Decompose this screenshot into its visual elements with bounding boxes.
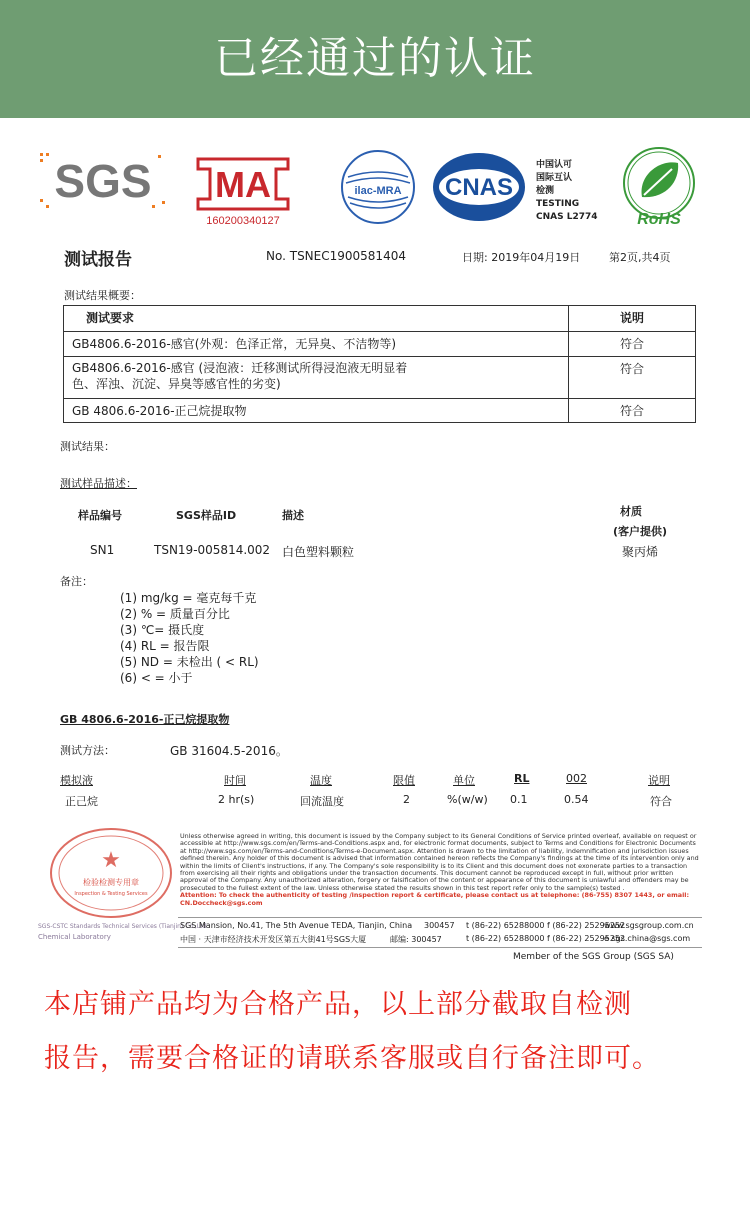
sgs-member-line: Member of the SGS Group (SGS SA) bbox=[513, 952, 674, 962]
remark-item: (6) < = 小于 bbox=[120, 671, 193, 685]
col-002: 002 bbox=[566, 772, 587, 785]
sample-col-material-sub: (客户提供) bbox=[613, 525, 668, 538]
col-rl: RL bbox=[514, 772, 530, 785]
table-row bbox=[64, 399, 696, 423]
requirement-cell: GB 4806.6-2016-正己烷提取物 bbox=[64, 399, 569, 423]
seal-subtext: Inspection & Testing Services bbox=[74, 891, 148, 897]
sample-label: 测试样品描述： bbox=[60, 477, 137, 490]
address-cn: 中国 · 天津市经济技术开发区第五大街41号SGS大厦 bbox=[180, 935, 367, 944]
banner-title: 已经通过的认证 bbox=[214, 33, 536, 84]
cnas-caption-line: 国际互认 bbox=[536, 173, 573, 183]
cma-number: 160200340127 bbox=[206, 215, 280, 227]
requirement-cell: GB4806.6-2016-感官 (浸泡液：迁移测试所得浸泡液无明显着色、浑浊、沉淀、异臭等感官性的劣变) bbox=[64, 357, 569, 399]
result-value: 0.54 bbox=[564, 793, 589, 806]
unit-value: %(w/w) bbox=[447, 793, 488, 806]
ilac-mra-logo bbox=[338, 147, 418, 227]
report-date: 日期: 2019年04月19日 bbox=[462, 251, 581, 264]
cnas-caption-line: TESTING bbox=[536, 199, 580, 209]
remark-item: (1) mg/kg = 毫克每千克 bbox=[120, 591, 257, 605]
postcode-en: 300457 bbox=[424, 921, 455, 930]
table-header-row bbox=[64, 306, 696, 332]
phone-en: t (86-22) 65288000 f (86-22) 25295252 bbox=[466, 921, 626, 930]
note-cell: 符合 bbox=[569, 357, 696, 399]
sample-col-id: SGS样品ID bbox=[176, 509, 237, 522]
terms-fine-print bbox=[180, 833, 700, 907]
rl-value: 0.1 bbox=[510, 793, 528, 806]
remark-item: (5) ND = 未检出 ( < RL) bbox=[120, 655, 259, 669]
time-value: 2 hr(s) bbox=[218, 793, 255, 806]
results-label: 测试结果： bbox=[60, 440, 115, 453]
sample-material: 聚丙烯 bbox=[622, 545, 659, 559]
address-en: SGS Mansion, No.41, The 5th Avenue TEDA, Tianjin, China bbox=[180, 921, 413, 930]
remark-item: (2) % = 质量百分比 bbox=[120, 607, 230, 621]
table-row bbox=[64, 332, 696, 357]
report-number: No. TSNEC1900581404 bbox=[266, 249, 406, 263]
col-limit: 限值 bbox=[393, 774, 415, 787]
sgs-logo-text: SGS bbox=[54, 155, 152, 207]
report-title: 测试报告 bbox=[64, 250, 132, 270]
sample-desc: 白色塑料颗粒 bbox=[282, 545, 355, 559]
footer-divider bbox=[178, 947, 702, 948]
limit-value: 2 bbox=[403, 793, 410, 806]
inspection-seal bbox=[46, 825, 176, 920]
phone-cn: t (86-22) 65288000 f (86-22) 25295252 bbox=[466, 934, 626, 943]
authenticity-warning: Attention: To check the authenticity of testing /inspection report & certificate, please contact us at telephone: (86-755) 8307 1443, or email: CN.Doccheck@sgs.com bbox=[180, 891, 690, 907]
note-cell: 符合 bbox=[569, 399, 696, 423]
col-unit: 单位 bbox=[453, 774, 475, 787]
svg-text:★: ★ bbox=[101, 848, 121, 873]
website: www.sgsgroup.com.cn bbox=[604, 921, 694, 930]
lab-dept: Chemical Laboratory bbox=[38, 933, 111, 941]
sample-col-desc: 描述 bbox=[282, 509, 304, 522]
col-simulant: 模拟液 bbox=[60, 774, 93, 787]
rohs-logo bbox=[620, 145, 698, 227]
lab-name: SGS-CSTC Standards Technical Services (Tianjin) Co.,Ltd. bbox=[38, 923, 209, 930]
email: e sgs.china@sgs.com bbox=[604, 934, 691, 943]
cma-logo bbox=[188, 147, 298, 227]
note-cell: 符合 bbox=[569, 332, 696, 357]
sgs-logo bbox=[38, 151, 168, 211]
report-page: 第2页,共4页 bbox=[609, 251, 671, 264]
method-label: 测试方法： bbox=[60, 744, 115, 757]
cnas-logo bbox=[431, 151, 527, 223]
cnas-caption-line: 检测 bbox=[536, 186, 555, 196]
cnas-caption-line: CNAS L2774 bbox=[536, 212, 598, 222]
simulant-value: 正己烷 bbox=[65, 795, 98, 808]
col-temperature: 温度 bbox=[310, 774, 332, 787]
method-value: GB 31604.5-2016。 bbox=[170, 744, 288, 758]
temperature-value: 回流温度 bbox=[300, 795, 344, 808]
requirement-cell: GB4806.6-2016-感官(外观：色泽正常，无异臭、不洁物等) bbox=[64, 332, 569, 357]
sample-id: TSN19-005814.002 bbox=[154, 543, 271, 557]
ilac-text: ilac-MRA bbox=[354, 185, 402, 197]
notice-line-1: 本店铺产品均为合格产品，以上部分截取自检测 bbox=[44, 989, 632, 1020]
remark-item: (4) RL = 报告限 bbox=[120, 639, 210, 653]
cma-logo-text: MA bbox=[215, 164, 271, 205]
remarks-list bbox=[120, 589, 259, 685]
notice-line-2: 报告，需要合格证的请联系客服或自行备注即可。 bbox=[44, 1043, 660, 1074]
terms-text: Unless otherwise agreed in writing, this document is issued by the Company subject to its General Conditions of Service printed overleaf, available on request or accessible at http://www.sgs.com/en/Terms-and-Conditions.aspx and, for electronic format documents, subject to Terms and Conditions for Electronic Documents at http://www.sgs.com/en/Terms-and-Conditions/Terms-e-Document.aspx. Attention is drawn to the limitation of liability, indemnification and jurisdiction issues defined therein. Any holder of this document is advised that information contained hereon reflects the Company's findings at the time of its intervention only and within the limits of Client's instructions, if any. The Company's sole responsibility is to its Client and this document does not exonerate parties to a transaction from exercising all their rights and obligations under the transaction documents. This document cannot be reproduced except in full, without prior written approval of the Company. Any unauthorized alteration, forgery or falsification of the content or appearance of this document is unlawful and offenders may be prosecuted to the fullest extent of the law. Unless otherwise stated the results shown in this test report refer only to the sample(s) tested . bbox=[180, 832, 699, 892]
test-report-document bbox=[38, 135, 712, 970]
cnas-logo-text: CNAS bbox=[444, 174, 514, 201]
remarks-label: 备注： bbox=[60, 575, 93, 588]
sample-col-material: 材质 bbox=[620, 505, 642, 518]
footer-divider bbox=[178, 917, 702, 918]
remark-item: (3) ℃= 摄氏度 bbox=[120, 623, 205, 637]
rohs-logo-text: RoHS bbox=[637, 211, 681, 227]
col-requirement: 测试要求 bbox=[64, 306, 569, 332]
sample-col-no: 样品编号 bbox=[78, 509, 122, 522]
sample-no: SN1 bbox=[90, 543, 115, 557]
seal-text: 检验检测专用章 bbox=[83, 878, 139, 887]
col-note: 说明 bbox=[569, 306, 696, 332]
col-note: 说明 bbox=[648, 774, 670, 787]
summary-label: 测试结果概要： bbox=[64, 289, 141, 302]
summary-table bbox=[63, 305, 696, 423]
cnas-caption-line: 中国认可 bbox=[536, 160, 573, 170]
cnas-caption bbox=[536, 159, 598, 224]
certification-logos bbox=[38, 145, 712, 235]
postcode-cn: 邮编: 300457 bbox=[390, 935, 442, 944]
col-time: 时间 bbox=[224, 774, 246, 787]
table-row bbox=[64, 357, 696, 399]
test-title: GB 4806.6-2016-正己烷提取物 bbox=[60, 713, 230, 726]
conclusion-value: 符合 bbox=[650, 795, 672, 808]
